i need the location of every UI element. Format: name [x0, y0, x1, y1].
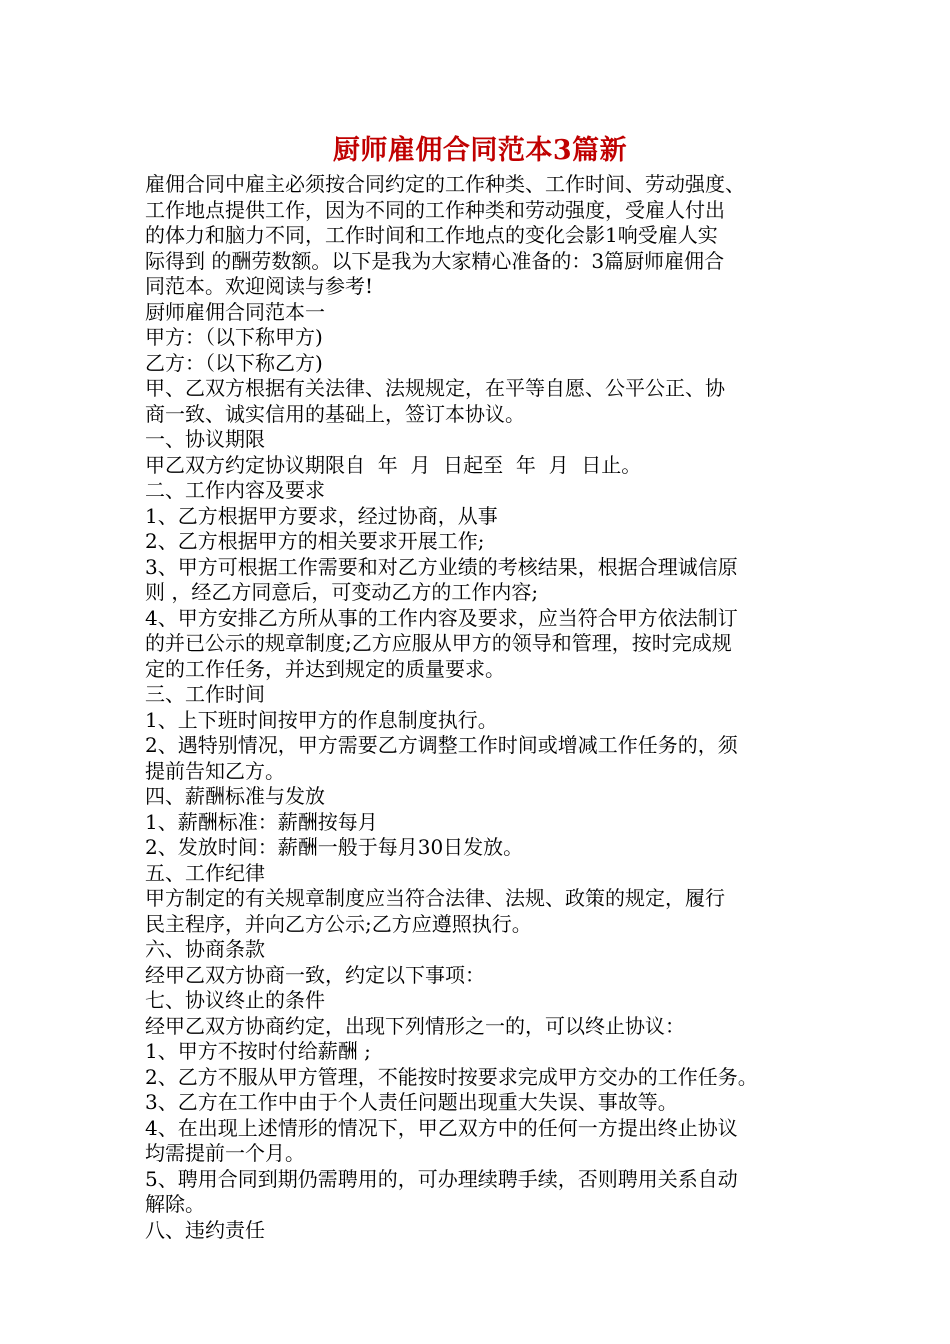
body-line: 工作地点提供工作，因为不同的工作种类和劳动强度，受雇人付出	[145, 197, 725, 222]
body-line: 的并已公示的规章制度;乙方应服从甲方的领导和管理，按时完成规	[145, 631, 732, 655]
section-heading: 六、协商条款	[145, 937, 265, 961]
section-heading: 八、违约责任	[145, 1217, 265, 1242]
body-line: 4、甲方安排乙方所从事的工作内容及要求，应当符合甲方依法制订	[145, 605, 738, 630]
body-line: 民主程序，并向乙方公示;乙方应遵照执行。	[145, 911, 532, 936]
section-heading: 厨师雇佣合同范本一	[145, 299, 325, 324]
body-line: 解除。	[145, 1192, 205, 1216]
body-line: 提前告知乙方。	[145, 758, 285, 783]
body-line: 1、薪酬标准：薪酬按每月	[145, 809, 378, 834]
body-line: 2、乙方根据甲方的相关要求开展工作;	[145, 529, 485, 553]
body-line: 3、甲方可根据工作需要和对乙方业绩的考核结果，根据合理诚信原	[145, 554, 738, 579]
body-line: 甲乙双方约定协议期限自 年 月 日起至 年 月 日止。	[145, 452, 642, 477]
body-line: 甲方制定的有关规章制度应当符合法律、法规、政策的规定，履行	[145, 886, 725, 910]
document-title: 厨师雇佣合同范本3篇新	[332, 135, 628, 166]
body-line: 商一致、诚实信用的基础上，签订本协议。	[145, 401, 525, 426]
body-line: 际得到 的酬劳数额。以下是我为大家精心准备的：3篇厨师雇佣合	[145, 248, 725, 273]
section-heading: 七、协议终止的条件	[145, 988, 325, 1012]
document-page	[145, 130, 815, 1243]
body-line: 1、上下班时间按甲方的作息制度执行。	[145, 707, 498, 732]
body-line: 甲、乙双方根据有关法律、法规规定，在平等自愿、公平公正、协	[145, 376, 725, 400]
body-line: 1、乙方根据甲方要求，经过协商，从事	[145, 503, 498, 528]
body-line: 均需提前一个月。	[145, 1141, 305, 1165]
section-heading: 三、工作时间	[145, 682, 265, 706]
section-heading: 二、工作内容及要求	[145, 478, 325, 502]
body-line: 则 ，经乙方同意后，可变动乙方的工作内容;	[145, 580, 539, 604]
body-line: 同范本。欢迎阅读与参考!	[145, 274, 374, 298]
body-line: 定的工作任务，并达到规定的质量要求。	[145, 656, 505, 681]
body-line: 1、甲方不按时付给薪酬 ;	[145, 1039, 371, 1063]
body-line: 经甲乙双方协商一致，约定以下事项：	[145, 962, 485, 987]
body-line: 2、遇特别情况，甲方需要乙方调整工作时间或增减工作任务的，须	[145, 733, 738, 757]
body-line: 2、发放时间：薪酬一般于每月30日发放。	[145, 835, 524, 859]
document-body	[145, 172, 815, 1243]
party-b-line: 乙方：（以下称乙方)	[145, 350, 323, 375]
body-line: 雇佣合同中雇主必须按合同约定的工作种类、工作时间、劳动强度、	[145, 172, 745, 196]
section-heading: 四、薪酬标准与发放	[145, 784, 325, 808]
body-line: 经甲乙双方协商约定，出现下列情形之一的，可以终止协议：	[145, 1013, 685, 1038]
body-line: 2、乙方不服从甲方管理，不能按时按要求完成甲方交办的工作任务。	[145, 1064, 758, 1089]
body-line: 4、在出现上述情形的情况下，甲乙双方中的任何一方提出终止协议	[145, 1115, 738, 1140]
section-heading: 五、工作纪律	[145, 860, 265, 885]
section-heading: 一、协议期限	[145, 427, 265, 451]
body-line: 5、聘用合同到期仍需聘用的，可办理续聘手续，否则聘用关系自动	[145, 1166, 738, 1191]
body-line: 3、乙方在工作中由于个人责任问题出现重大失误、事故等。	[145, 1090, 678, 1114]
body-line: 的体力和脑力不同，工作时间和工作地点的变化会影1响受雇人实	[145, 223, 718, 247]
party-a-line: 甲方：（以下称甲方)	[145, 325, 323, 349]
